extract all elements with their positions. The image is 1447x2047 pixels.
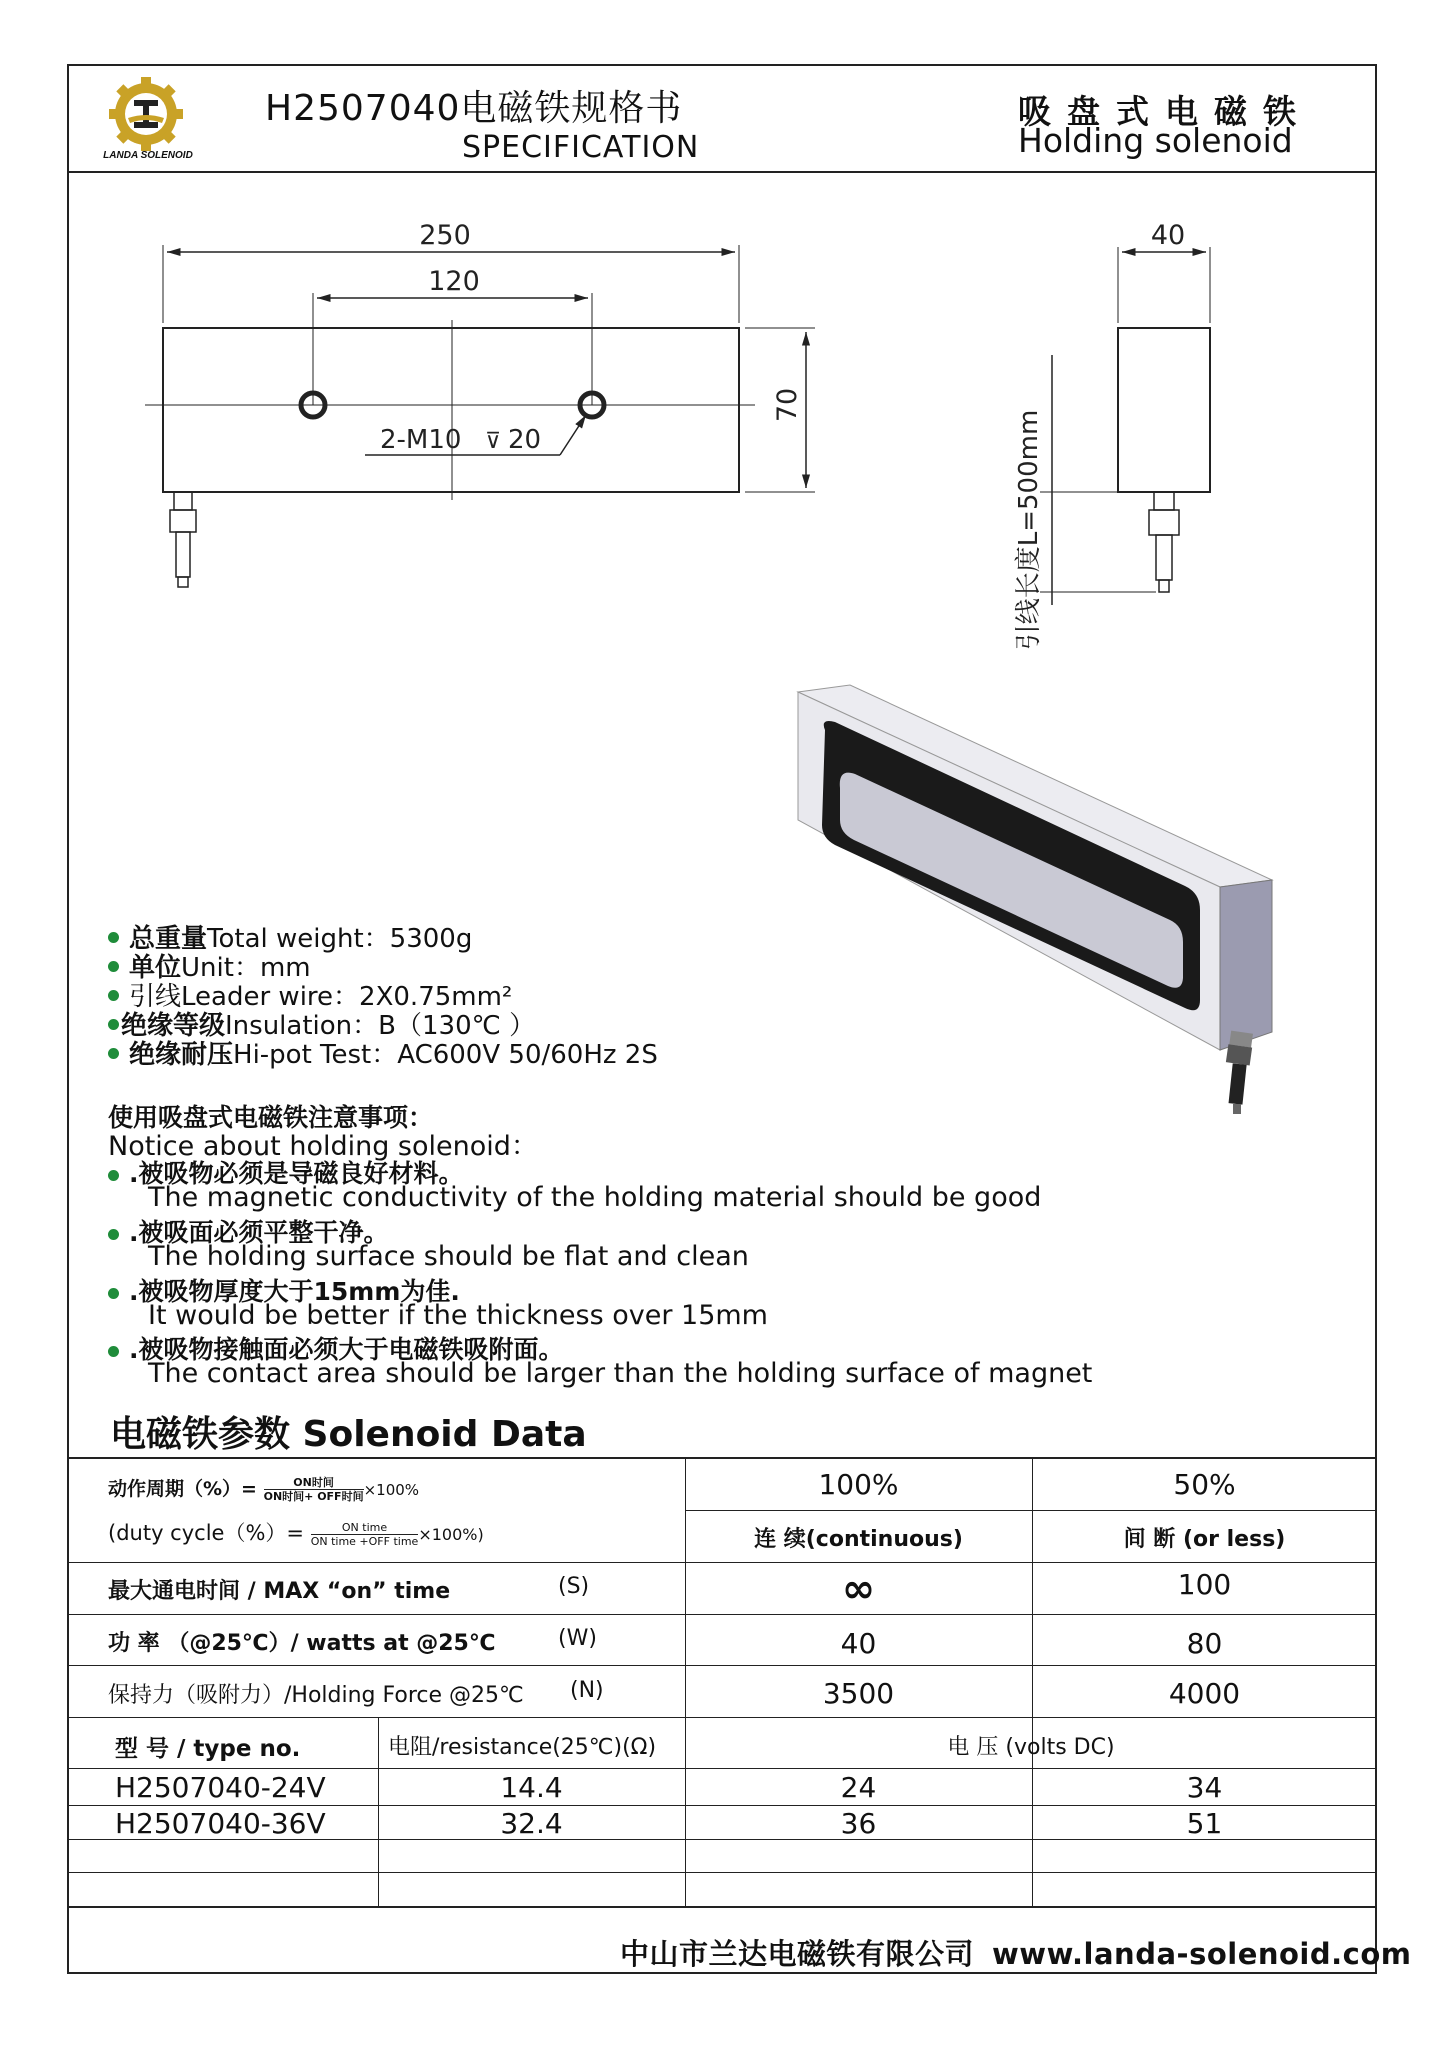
table-line bbox=[685, 1510, 1377, 1511]
dim-height-label: 70 bbox=[772, 387, 803, 423]
notice-item: .被吸面必须平整干净。 bbox=[108, 1213, 389, 1249]
bullet-icon bbox=[108, 1229, 119, 1240]
notice-heading-cn: 使用吸盘式电磁铁注意事项： bbox=[108, 1103, 434, 1132]
table-line bbox=[67, 1717, 1377, 1718]
hole-spec-label: 2-M10 bbox=[380, 425, 462, 455]
spec-item: 单位Unit：mm bbox=[108, 954, 658, 983]
lead-length-label: 引线长度L=500mm bbox=[1014, 409, 1044, 651]
table-row-voltage-max: 51 bbox=[1186, 1807, 1223, 1840]
table-row-voltage: 24 bbox=[840, 1771, 877, 1804]
notice-item: .被吸物厚度大于15mm为佳. bbox=[108, 1272, 460, 1308]
power-unit: (W) bbox=[558, 1626, 597, 1651]
product-type-cn: 吸盘式电磁铁 bbox=[1018, 92, 1312, 131]
bullet-icon bbox=[108, 1048, 119, 1059]
max-on-time-label: 最大通电时间 / MAX “on” time bbox=[108, 1579, 451, 1604]
spec-item: 总重量Total weight：5300g bbox=[108, 925, 658, 954]
holding-force-unit: (N) bbox=[570, 1678, 604, 1703]
table-line bbox=[67, 1872, 1377, 1873]
duty-100-header: 100% bbox=[818, 1468, 899, 1501]
spec-list bbox=[108, 925, 658, 1070]
dim-width-label: 40 bbox=[1150, 220, 1186, 251]
type-header: 型 号 / type no. bbox=[115, 1736, 301, 1762]
table-line bbox=[685, 1457, 686, 1768]
bullet-icon bbox=[108, 932, 119, 943]
dim-hole-spacing-label: 120 bbox=[428, 266, 480, 297]
footer-company: 中山市兰达电磁铁有限公司 www.landa-solenoid.com bbox=[620, 1937, 1412, 1971]
table-row-resistance: 14.4 bbox=[500, 1771, 563, 1804]
technical-drawing bbox=[140, 205, 1290, 705]
duty-50-header: 50% bbox=[1173, 1468, 1236, 1501]
bullet-icon bbox=[108, 961, 119, 972]
spec-item: 引线Leader wire：2X0.75mm² bbox=[108, 983, 658, 1012]
power-intermittent: 80 bbox=[1186, 1627, 1223, 1660]
company-logo bbox=[88, 72, 208, 164]
table-line bbox=[67, 1768, 1377, 1769]
continuous-mode-label: 连 续(continuous) bbox=[754, 1527, 963, 1552]
power-label: 功 率 （@25℃）/ watts at @25℃ bbox=[108, 1631, 496, 1656]
table-row-voltage-max: 34 bbox=[1186, 1771, 1223, 1804]
table-row-type: H2507040-36V bbox=[115, 1807, 326, 1840]
bullet-icon bbox=[108, 1170, 119, 1181]
notice-item: .被吸物接触面必须大于电磁铁吸附面。 bbox=[108, 1330, 564, 1366]
max-on-time-intermittent: 100 bbox=[1177, 1568, 1232, 1601]
max-on-time-unit: (S) bbox=[558, 1574, 590, 1599]
holding-force-continuous: 3500 bbox=[822, 1677, 895, 1710]
holding-force-intermittent: 4000 bbox=[1168, 1677, 1241, 1710]
table-row-resistance: 32.4 bbox=[500, 1807, 563, 1840]
product-3d-render bbox=[790, 680, 1310, 1120]
table-row-type: H2507040-24V bbox=[115, 1771, 326, 1804]
dim-length-label: 250 bbox=[419, 220, 471, 251]
hole-depth-symbol: ⊽ bbox=[485, 429, 502, 454]
front-view-body bbox=[163, 328, 739, 492]
table-line bbox=[1032, 1457, 1033, 1768]
notice-heading-en: Notice about holding solenoid： bbox=[108, 1131, 538, 1162]
table-line bbox=[67, 1614, 1377, 1615]
document-subtitle: SPECIFICATION bbox=[462, 130, 700, 165]
spec-item: 绝缘耐压Hi-pot Test：AC600V 50/60Hz 2S bbox=[108, 1041, 658, 1070]
table-top-border bbox=[67, 1457, 1377, 1459]
holding-force-label: 保持力（吸附力）/Holding Force @25℃ bbox=[108, 1683, 524, 1708]
bullet-icon bbox=[108, 990, 119, 1001]
bullet-icon bbox=[108, 1019, 119, 1030]
duty-formula-cn: 动作周期（%）= ON时间 ON时间+ OFF时间 ×100% bbox=[108, 1476, 420, 1503]
notice-item: .被吸物必须是导磁良好材料。 bbox=[108, 1154, 464, 1190]
side-view-body bbox=[1118, 328, 1210, 492]
data-section-title: 电磁铁参数 Solenoid Data bbox=[110, 1414, 587, 1455]
notice-item-en: The holding surface should be flat and clean bbox=[148, 1241, 749, 1272]
document-title: H2507040电磁铁规格书 bbox=[265, 88, 683, 129]
notice-item-en: The magnetic conductivity of the holding material should be good bbox=[148, 1182, 1042, 1213]
table-line bbox=[67, 1906, 1377, 1908]
hole-depth-label: 20 bbox=[508, 425, 542, 455]
resistance-header: 电阻/resistance(25℃)(Ω) bbox=[388, 1735, 657, 1760]
bullet-icon bbox=[108, 1288, 119, 1299]
product-type-en: Holding solenoid bbox=[1018, 121, 1293, 160]
table-row-voltage: 36 bbox=[840, 1807, 877, 1840]
notice-item-en: The contact area should be larger than the holding surface of magnet bbox=[148, 1358, 1093, 1389]
table-line bbox=[67, 1562, 1377, 1563]
bullet-icon bbox=[108, 1346, 119, 1357]
footer-website[interactable]: www.landa-solenoid.com bbox=[992, 1937, 1412, 1971]
duty-formula-en: (duty cycle（%）= ON time ON time +OFF time ×100%) bbox=[108, 1520, 484, 1548]
spec-item: 绝缘等级Insulation：B（130℃ ） bbox=[108, 1012, 658, 1041]
power-continuous: 40 bbox=[840, 1627, 877, 1660]
table-line bbox=[67, 1665, 1377, 1666]
intermittent-mode-label: 间 断 (or less) bbox=[1123, 1527, 1286, 1552]
logo-text: LANDA SOLENOID bbox=[103, 150, 193, 161]
max-on-time-continuous: ∞ bbox=[841, 1566, 876, 1612]
notice-item-en: It would be better if the thickness over 15mm bbox=[148, 1300, 768, 1331]
voltage-header: 电 压 (volts DC) bbox=[947, 1735, 1115, 1760]
header-divider bbox=[67, 171, 1377, 173]
table-line bbox=[67, 1805, 1377, 1806]
